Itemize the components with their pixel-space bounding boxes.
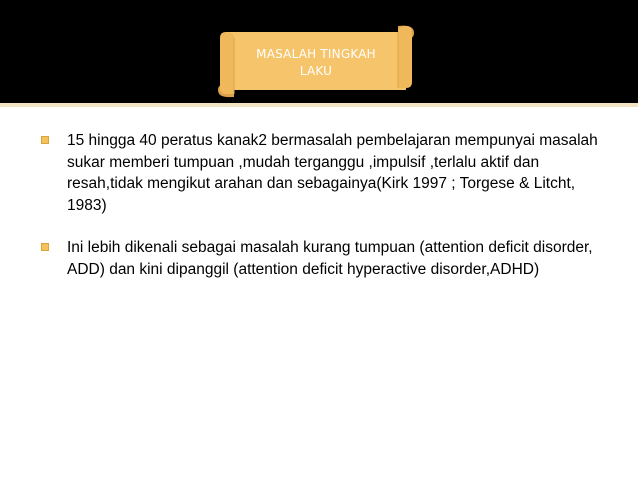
square-bullet-icon — [41, 243, 49, 251]
slide-title: MASALAH TINGKAH LAKU — [256, 47, 376, 78]
square-bullet-icon — [41, 136, 49, 144]
bullet-list — [40, 130, 610, 301]
bullet-item-1 — [40, 130, 610, 216]
header-divider — [0, 103, 638, 107]
bullet-text: Ini lebih dikenali sebagai masalah kurang tumpuan (attention deficit disorder, ADD) dan kini dipanggil (attention deficit hyperactive disorder,ADHD) — [67, 239, 593, 278]
bullet-text: 15 hingga 40 peratus kanak2 bermasalah pembelajaran mempunyai masalah sukar memberi tumpuan ,mudah terganggu ,impulsif ,terlalu aktif dan resah,tidak mengikut arahan dan sebagainya(Kirk 1997 ; Torgese & Litcht, 1983) — [67, 132, 598, 214]
title-scroll-banner — [212, 22, 420, 100]
bullet-item-2 — [40, 237, 610, 280]
